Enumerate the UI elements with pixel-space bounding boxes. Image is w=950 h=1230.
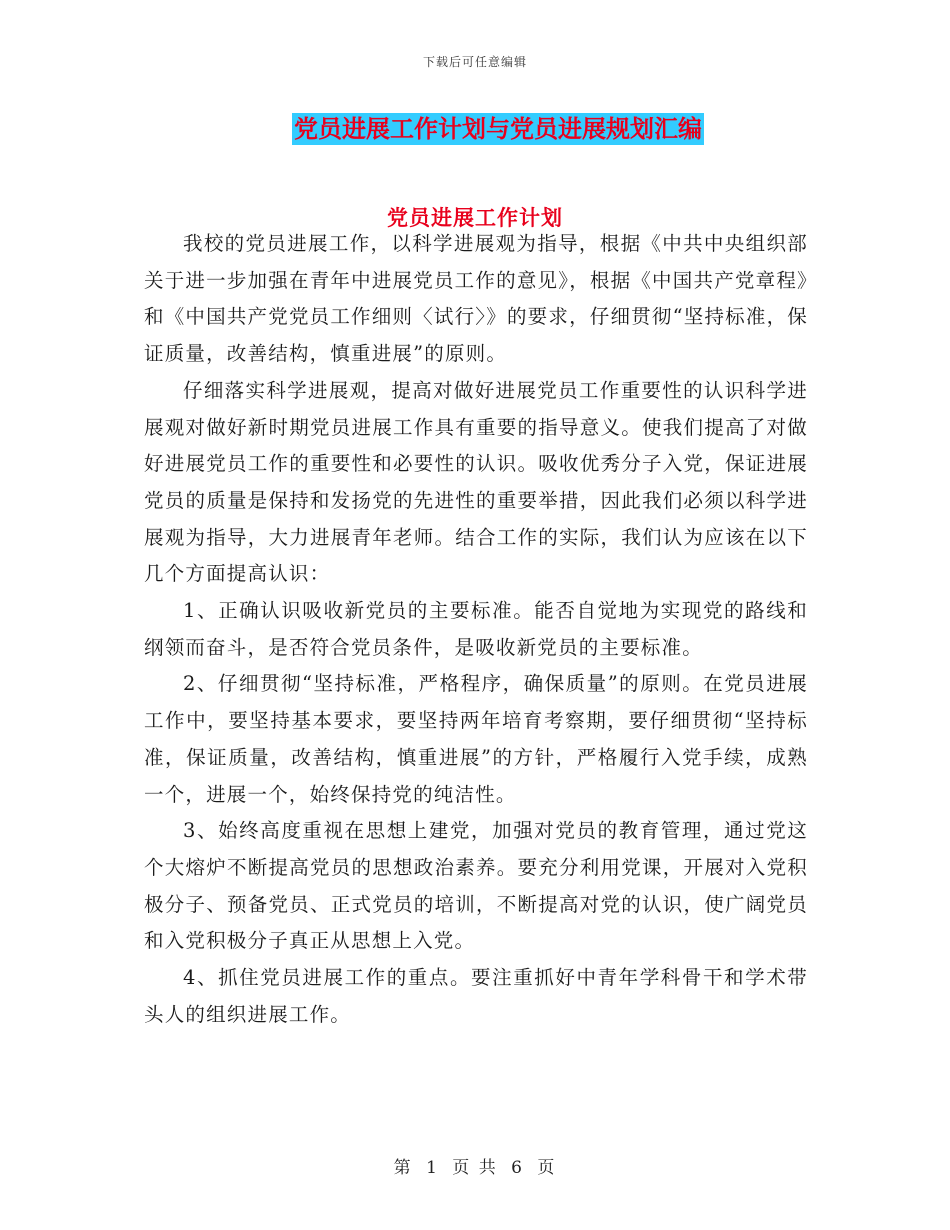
header-note: 下载后可任意编辑: [422, 55, 527, 69]
paragraph-intro: 我校的党员进展工作，以科学进展观为指导，根据《中共中央组织部关于进一步加强在青年中进展党员工作的意见》，根据《中国共产党章程》和《中国共产党党员工作细则〈试行〉》的要求，仔细贯彻“坚持标准，保证质量，改善结构，慎重进展”的原则。: [144, 232, 808, 366]
section-title: 党员进展工作计划: [387, 206, 563, 230]
paragraph-point-4: 4、抓住党员进展工作的重点。要注重抓好中青年学科骨干和学术带头人的组织进展工作。: [144, 966, 808, 1026]
document-title: 党员进展工作计划与党员进展规划汇编: [294, 115, 702, 143]
document-title-wrap: [0, 113, 950, 145]
footer-middle: 页 共: [452, 1158, 498, 1178]
current-page-number: 1: [426, 1158, 439, 1178]
body-text: [144, 226, 808, 1033]
total-pages: 6: [511, 1158, 524, 1178]
paragraph-awareness: 仔细落实科学进展观，提高对做好进展党员工作重要性的认识科学进展观对做好新时期党员进展工作具有重要的指导意义。使我们提高了对做好进展党员工作的重要性和必要性的认识。吸收优秀分子入党，保证进展党员的质量是保持和发扬党的先进性的重要举措，因此我们必须以科学进展观为指导，大力进展青年老师。结合工作的实际，我们认为应该在以下几个方面提高认识：: [144, 378, 808, 586]
paragraph-point-3: 3、始终高度重视在思想上建党，加强对党员的教育管理，通过党这个大熔炉不断提高党员的思想政治素养。要充分利用党课，开展对入党积极分子、预备党员、正式党员的培训，不断提高对党的认识，使广阔党员和入党积极分子真正从思想上入党。: [144, 819, 808, 953]
paragraph-point-1: 1、正确认识吸收新党员的主要标准。能否自觉地为实现党的路线和纲领而奋斗，是否符合党员条件，是吸收新党员的主要标准。: [144, 599, 808, 659]
page-footer: [0, 1153, 950, 1178]
paragraph-point-2: 2、仔细贯彻“坚持标准，严格程序，确保质量”的原则。在党员进展工作中，要坚持基本要求，要坚持两年培育考察期，要仔细贯彻“坚持标准，保证质量，改善结构，慎重进展”的方针，严格履行入党手续，成熟一个，进展一个，始终保持党的纯洁性。: [144, 672, 808, 806]
footer-prefix: 第: [393, 1158, 413, 1178]
footer-suffix: 页: [537, 1158, 557, 1178]
